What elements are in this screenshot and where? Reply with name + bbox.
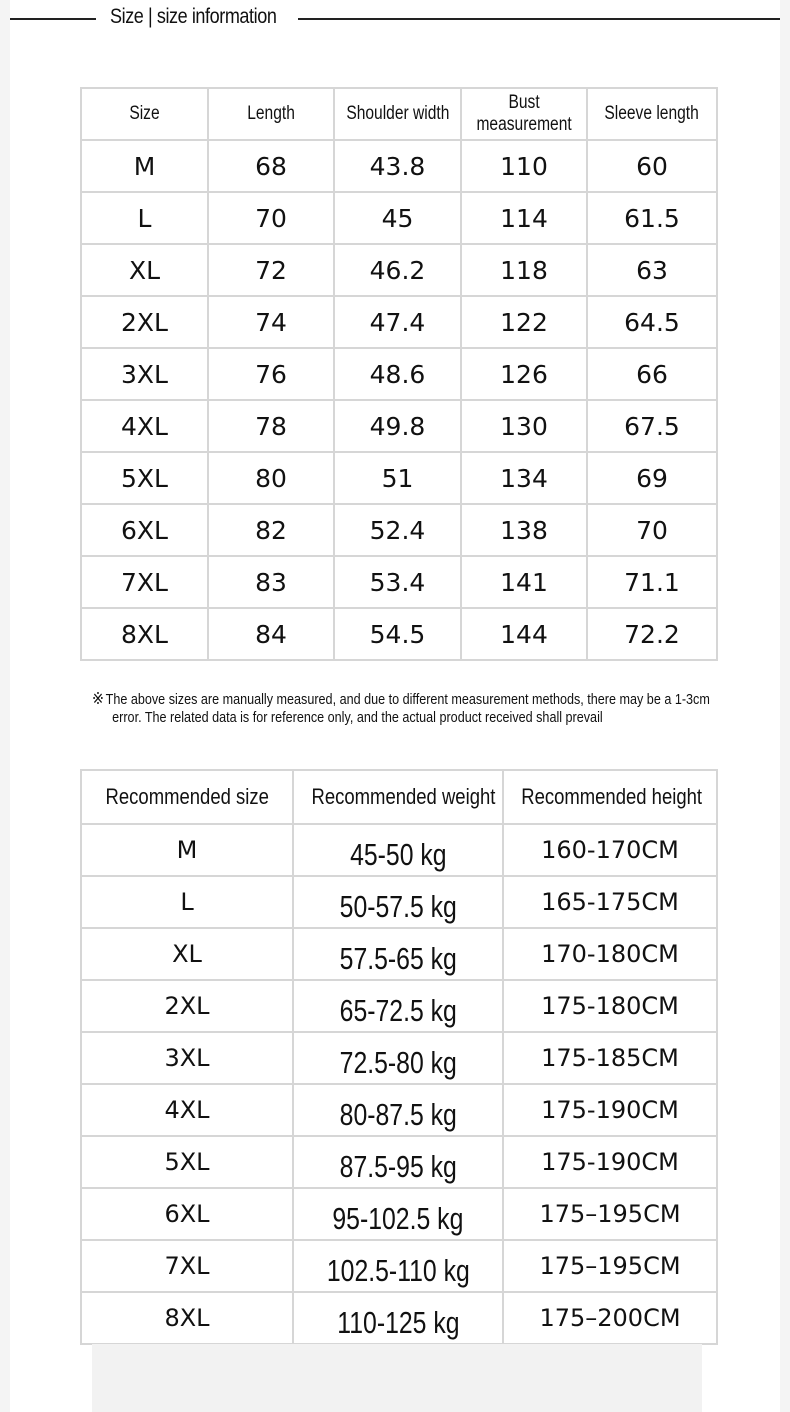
col-header-size: Size xyxy=(81,88,208,140)
bust-cell: 110 xyxy=(461,140,587,192)
shoulder-width-cell: 43.8 xyxy=(334,140,461,192)
header-rule-left xyxy=(10,18,96,20)
length-cell: 80 xyxy=(208,452,334,504)
weight-value: 95-102.5 kg xyxy=(332,1201,464,1236)
recommended-weight-cell xyxy=(293,876,503,928)
bust-cell: 130 xyxy=(461,400,587,452)
recommended-size-cell: 5XL xyxy=(81,1136,293,1188)
weight-value: 45-50 kg xyxy=(349,837,447,872)
recommended-weight-cell xyxy=(293,1292,503,1344)
sleeve-length-cell: 70 xyxy=(587,504,717,556)
recommended-height-cell: 175–195CM xyxy=(503,1188,717,1240)
size-cell: 5XL xyxy=(81,452,208,504)
recommended-weight-cell xyxy=(293,824,503,876)
recommended-height-cell: 175–200CM xyxy=(503,1292,717,1344)
sleeve-length-cell: 61.5 xyxy=(587,192,717,244)
recommended-height-cell: 170-180CM xyxy=(503,928,717,980)
col-header-recommended-weight: Recommended weight xyxy=(293,770,503,824)
recommended-size-cell: 8XL xyxy=(81,1292,293,1344)
size-table-row xyxy=(81,192,717,244)
size-cell: 8XL xyxy=(81,608,208,660)
weight-value: 65-72.5 kg xyxy=(339,993,457,1028)
col-header-recommended-size: Recommended size xyxy=(81,770,293,824)
bust-line1: Bust xyxy=(508,92,540,113)
bust-cell: 141 xyxy=(461,556,587,608)
sleeve-length-cell: 71.1 xyxy=(587,556,717,608)
size-table-row xyxy=(81,296,717,348)
recommended-height-cell: 160-170CM xyxy=(503,824,717,876)
recommended-weight-cell xyxy=(293,1240,503,1292)
rec-table-row xyxy=(81,1240,717,1292)
section-title: Size | size information xyxy=(110,5,277,28)
rec-table-row xyxy=(81,824,717,876)
shoulder-width-cell: 47.4 xyxy=(334,296,461,348)
size-cell: 2XL xyxy=(81,296,208,348)
recommended-weight-cell xyxy=(293,1136,503,1188)
left-edge-shade xyxy=(0,0,10,1412)
shoulder-width-cell: 53.4 xyxy=(334,556,461,608)
size-table-row xyxy=(81,244,717,296)
shoulder-width-cell: 52.4 xyxy=(334,504,461,556)
length-cell: 78 xyxy=(208,400,334,452)
sleeve-length-cell: 66 xyxy=(587,348,717,400)
rec-table-row xyxy=(81,1084,717,1136)
recommended-weight-cell xyxy=(293,1188,503,1240)
bust-cell: 118 xyxy=(461,244,587,296)
recommended-size-cell: L xyxy=(81,876,293,928)
recommendation-table xyxy=(80,769,718,1345)
rec-table-row xyxy=(81,928,717,980)
rec-table-row xyxy=(81,1032,717,1084)
weight-value: 110-125 kg xyxy=(336,1305,460,1340)
recommended-size-cell: 7XL xyxy=(81,1240,293,1292)
sleeve-length-cell: 63 xyxy=(587,244,717,296)
length-cell: 83 xyxy=(208,556,334,608)
right-edge-shade xyxy=(780,0,790,1412)
weight-value: 50-57.5 kg xyxy=(339,889,457,924)
recommended-weight-cell xyxy=(293,1032,503,1084)
rec-table-row xyxy=(81,980,717,1032)
size-table-row xyxy=(81,452,717,504)
shoulder-width-cell: 48.6 xyxy=(334,348,461,400)
recommended-size-cell: XL xyxy=(81,928,293,980)
bust-line2: measurement xyxy=(476,114,572,135)
shoulder-width-cell: 54.5 xyxy=(334,608,461,660)
sleeve-length-cell: 72.2 xyxy=(587,608,717,660)
col-header-shoulder-width: Shoulder width xyxy=(334,88,461,140)
weight-value: 80-87.5 kg xyxy=(339,1097,457,1132)
rec-table-row xyxy=(81,1292,717,1344)
col-header-bust xyxy=(461,88,587,140)
recommended-height-cell: 175-190CM xyxy=(503,1136,717,1188)
recommended-size-cell: 6XL xyxy=(81,1188,293,1240)
note-line-1: The above sizes are manually measured, and due to different measurement methods, there may be a 1-3cm xyxy=(105,691,710,708)
rec-table-row xyxy=(81,1188,717,1240)
recommended-height-cell: 175-180CM xyxy=(503,980,717,1032)
header-rule-right xyxy=(298,18,780,20)
recommended-size-cell: 4XL xyxy=(81,1084,293,1136)
length-cell: 72 xyxy=(208,244,334,296)
length-cell: 84 xyxy=(208,608,334,660)
recommended-weight-cell xyxy=(293,1084,503,1136)
bust-cell: 126 xyxy=(461,348,587,400)
length-cell: 70 xyxy=(208,192,334,244)
size-cell: M xyxy=(81,140,208,192)
recommended-size-cell: 3XL xyxy=(81,1032,293,1084)
col-header-length: Length xyxy=(208,88,334,140)
length-cell: 76 xyxy=(208,348,334,400)
col-header-recommended-height: Recommended height xyxy=(503,770,717,824)
size-cell: 3XL xyxy=(81,348,208,400)
footer-placeholder xyxy=(92,1344,702,1412)
recommended-weight-cell xyxy=(293,980,503,1032)
bust-cell: 134 xyxy=(461,452,587,504)
bust-cell: 144 xyxy=(461,608,587,660)
bust-cell: 122 xyxy=(461,296,587,348)
shoulder-width-cell: 49.8 xyxy=(334,400,461,452)
size-table-row xyxy=(81,556,717,608)
size-cell: L xyxy=(81,192,208,244)
size-table-row xyxy=(81,400,717,452)
recommended-height-cell: 165-175CM xyxy=(503,876,717,928)
rec-table-header-row xyxy=(81,770,717,824)
recommended-weight-cell xyxy=(293,928,503,980)
sleeve-length-cell: 67.5 xyxy=(587,400,717,452)
recommended-height-cell: 175-185CM xyxy=(503,1032,717,1084)
size-cell: XL xyxy=(81,244,208,296)
size-table-row xyxy=(81,504,717,556)
shoulder-width-cell: 45 xyxy=(334,192,461,244)
measurement-note xyxy=(92,690,756,727)
note-line-2: error. The related data is for reference only, and the actual product received shall prevail xyxy=(112,709,603,726)
size-cell: 6XL xyxy=(81,504,208,556)
weight-value: 72.5-80 kg xyxy=(339,1045,457,1080)
sleeve-length-cell: 60 xyxy=(587,140,717,192)
size-cell: 7XL xyxy=(81,556,208,608)
size-table-row xyxy=(81,140,717,192)
weight-value: 102.5-110 kg xyxy=(326,1253,470,1288)
weight-value: 87.5-95 kg xyxy=(339,1149,457,1184)
length-cell: 74 xyxy=(208,296,334,348)
recommended-size-cell: 2XL xyxy=(81,980,293,1032)
size-table-row xyxy=(81,348,717,400)
sleeve-length-cell: 64.5 xyxy=(587,296,717,348)
size-cell: 4XL xyxy=(81,400,208,452)
recommended-size-cell: M xyxy=(81,824,293,876)
rec-table-row xyxy=(81,1136,717,1188)
weight-value: 57.5-65 kg xyxy=(339,941,457,976)
bust-cell: 114 xyxy=(461,192,587,244)
recommended-height-cell: 175-190CM xyxy=(503,1084,717,1136)
section-header xyxy=(0,0,790,40)
size-table xyxy=(80,87,718,661)
shoulder-width-cell: 46.2 xyxy=(334,244,461,296)
reference-mark-icon: ※ xyxy=(92,689,104,708)
size-table-header-row xyxy=(81,88,717,140)
shoulder-width-cell: 51 xyxy=(334,452,461,504)
bust-cell: 138 xyxy=(461,504,587,556)
col-header-sleeve-length: Sleeve length xyxy=(587,88,717,140)
recommended-height-cell: 175–195CM xyxy=(503,1240,717,1292)
size-table-row xyxy=(81,608,717,660)
length-cell: 68 xyxy=(208,140,334,192)
rec-table-row xyxy=(81,876,717,928)
length-cell: 82 xyxy=(208,504,334,556)
sleeve-length-cell: 69 xyxy=(587,452,717,504)
